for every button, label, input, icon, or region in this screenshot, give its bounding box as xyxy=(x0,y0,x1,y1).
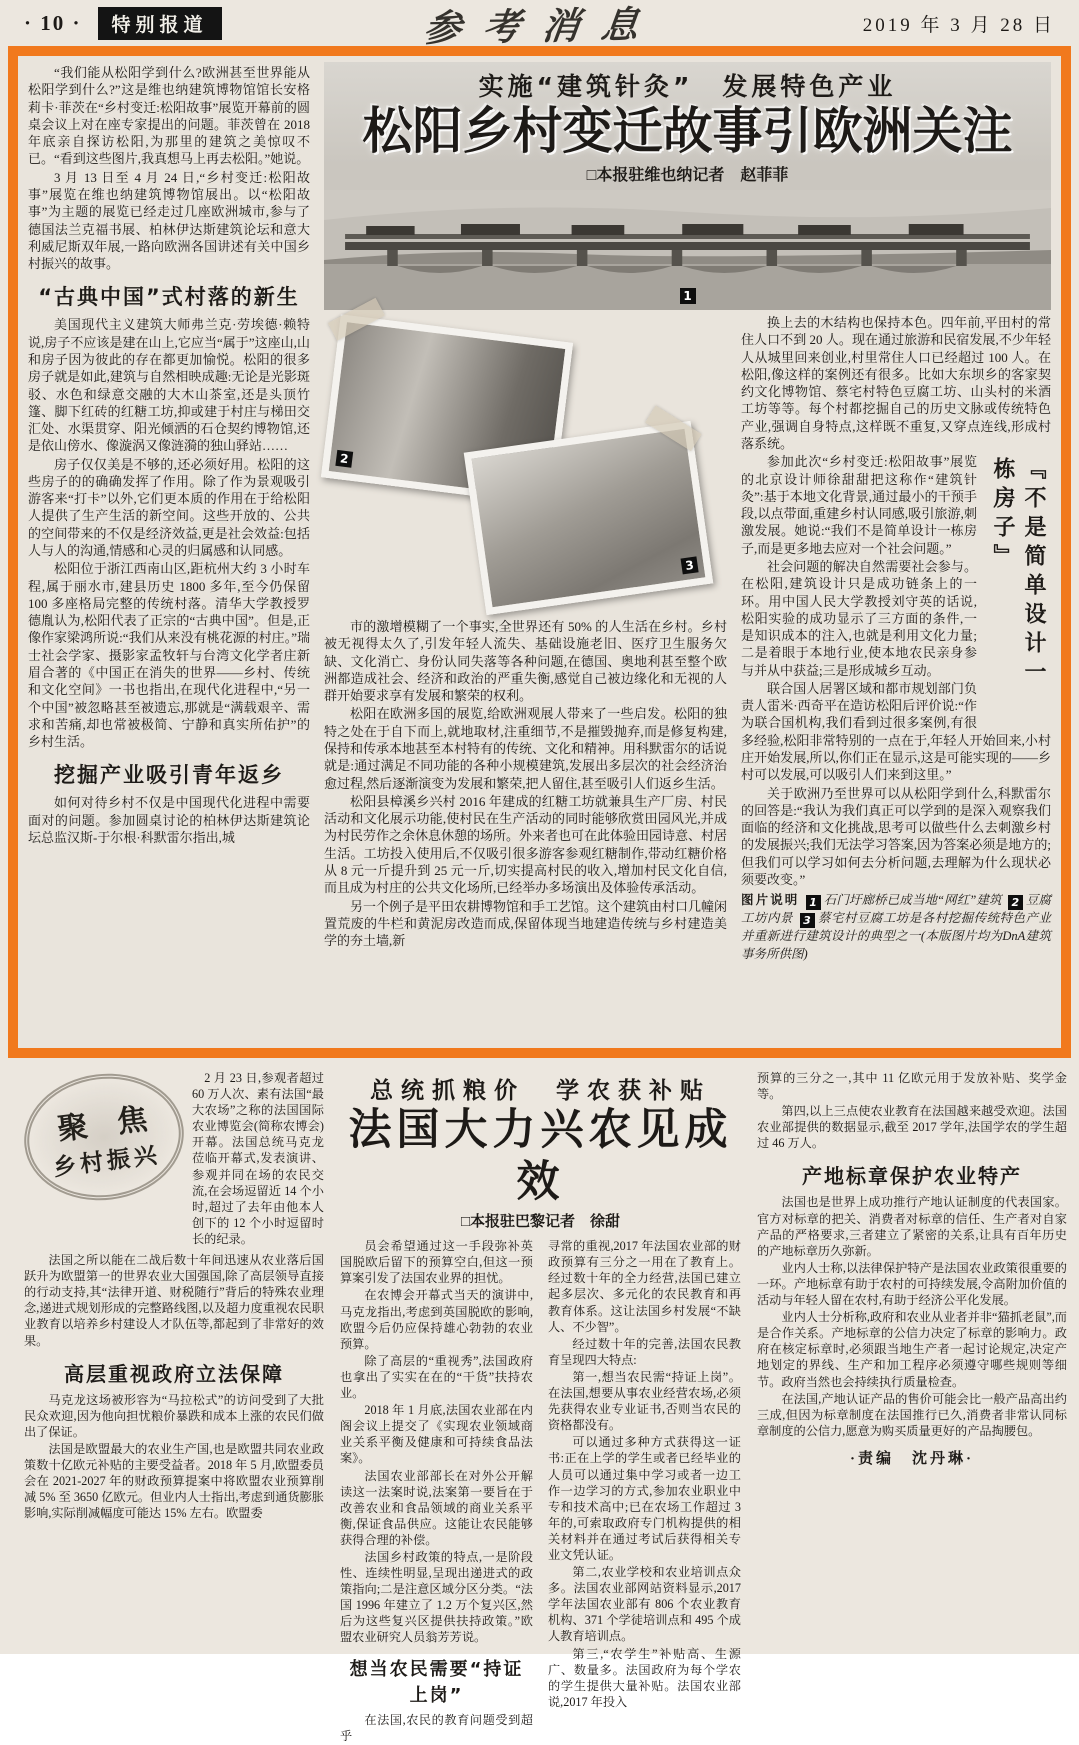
caption-badge-1: 1 xyxy=(806,895,821,910)
main-right-column xyxy=(741,310,1051,1042)
main-center-column xyxy=(324,310,727,1042)
photo-caption xyxy=(741,892,1051,963)
paragraph: 市的激增模糊了一个事实,全世界还有 50% 的人生活在乡村。乡村被无视得太久了,引发年轻人流失、基础设施老旧、医疗卫生服务欠缺、文化消亡、身份认同失落等各种问题,在德国、奥地利甚至整个欧洲都造成社会、经济和政治的严重失衡,感觉自己被边缘化和无视的人群开始要求享有发展和繁荣的权利。 xyxy=(324,619,727,704)
bottom-center-subcol-2 xyxy=(548,1238,741,1745)
paragraph: 法国是欧盟最大的农业生产国,也是欧盟共同农业政策数十亿欧元补贴的主要受益者。2018 年 5 月,欧盟委员会在 2021-2027 年的财政预算提案中将欧盟农业预算削减 5% 至 3650 亿欧元。但业内人士指出,考虑到通货膨胀影响,实际削减幅度可能达 15% 左右。欧盟委 xyxy=(24,1441,324,1521)
paragraph: 松阳位于浙江西南山区,距杭州大约 3 小时车程,属于丽水市,建县历史 1800 多年,至今仍保留 100 多座格局完整的传统村落。清华大学教授罗德胤认为,松阳代表了正宗的“古典中国”。但是,正像作家梁鸿所说:“我们从来没有桃花源的村庄。”瑞士社会学家、摄影家孟牧轩与台湾文化学者庄新眉合著的《中国正在消失的世界——乡村、传统和文化空间》一书也指出,在现代化进程中,“另一个中国”被忽略甚至被遗忘,那就是“满载艰辛、需求和苦痛,却也常被极简、宁静和真实所佑护”的乡村生活。 xyxy=(28,561,310,750)
pull-quote: 『不是简单设计一栋房子』 xyxy=(990,457,1046,690)
paragraph: 法国乡村政策的特点,一是阶段性、连续性明显,呈现出递进式的政策指向;二是注意区域分区分类。“法国 1996 年建立了 1.2 万个复兴区,然后为这些复兴区提供扶持政策。”欧盟农业研究人员翁芳芳说。 xyxy=(340,1549,533,1645)
editor-credit: ·责编 沈丹琳· xyxy=(849,1450,974,1467)
paragraph: 第一,想当农民需“持证上岗”。在法国,想要从事农业经营农场,必须先获得农业专业证书,否则当农民的资格都没有。 xyxy=(548,1369,741,1433)
paragraph: 3 月 13 日至 4 月 24 日,“乡村变迁:松阳故事”展览在维也纳建筑博物馆展出。以“松阳故事”为主题的展览已经走过几座欧洲城市,参与了德国法兰克福书展、柏林伊达斯建筑论坛和意大利威尼斯双年展,一路向欧洲各国讲述有关中国乡村振兴的故事。 xyxy=(28,169,310,272)
bottom-byline: □本报驻巴黎记者 徐甜 xyxy=(460,1214,621,1231)
paragraph: 2018 年 1 月底,法国农业部在内阁会议上提交了《实现农业领域商业关系平衡及健康和可持续食品法案》。 xyxy=(340,1403,533,1466)
subhead-certified-farmer: 想当农民需要“持证上岗” xyxy=(349,1658,524,1706)
bottom-headline: 法国大力兴农见成效 xyxy=(348,1107,733,1206)
subhead-classic-china: “古典中国”式村落的新生 xyxy=(38,285,300,310)
page-number: · 10 · xyxy=(24,10,82,35)
paragraph: 法国农业部部长在对外公开解读这一法案时说,法案第一要旨在于改善农业和食品领域的商业关系平衡,保证食品供应。这能让农民能够获得合理的补偿。 xyxy=(340,1468,533,1547)
paragraph: 房子仅仅美是不够的,还必须好用。松阳的这些房子的的确确发挥了作用。除了作为景观吸引游客来“打卡”以外,它们更本质的作用在于给松阳人提供了生产生活的新空间。这些开放的、公共的空间带来的不仅是经济效益,更是社会效益:包括人与人的沟通,情感和心灵的归属感和认同感。 xyxy=(28,456,310,559)
paragraph: 马克龙这场被形容为“马拉松式”的访问受到了大批民众欢迎,因为他向担忧粮价暴跌和成本上涨的农民们做出了保证。 xyxy=(24,1392,324,1439)
stamp-row xyxy=(24,1070,324,1248)
paragraph: 关于欧洲乃至世界可以从松阳学到什么,科默雷尔的回答是:“我认为我们真正可以学到的是深入观察我们面临的经济和文化挑战,思考可以做些什么去刺激乡村的发展振兴;我们无法学习答案,因为答案必须是地方的;但我们可以学习如何去分析问题,去理解为什么现状必须要改变。” xyxy=(741,785,1051,887)
publication-date: 2019 年 3 月 28 日 xyxy=(862,14,1055,36)
paragraph: 在法国,产地认证产品的售价可能会比一般产品高出约三成,但因为标章制度在法国推行已久,消费者非常认同标章制度的公信力,愿意为购买质量更好的产品掏腰包。 xyxy=(757,1391,1067,1438)
paragraph: 在农博会开幕式当天的演讲中,马克龙指出,考虑到英国脱欧的影响,欧盟今后仍应保持雄心勃勃的农业预算。 xyxy=(340,1288,533,1351)
caption-badge-2: 2 xyxy=(1008,895,1023,910)
bottom-kicker: 总统抓粮价 学农获补贴 xyxy=(370,1078,711,1104)
main-article-header xyxy=(324,62,1051,190)
bottom-center-subcol-1 xyxy=(340,1238,533,1745)
paragraph: 另一个例子是平田农耕博物馆和手工艺馆。这个建筑由村口几幢闲置荒废的牛栏和黄泥房改造而成,保留体现当地建造传统与乡村建造美学的夯土墙,新 xyxy=(324,898,728,949)
paragraph: 业内人士分析称,政府和农业从业者并非“猫抓老鼠”,而是合作关系。产地标章的公信力决定了标章的影响力。政府在核定标章时,必须跟当地生产者一起讨论规定,决定产地划定的界线、生产和加工程序必须遵守哪些规则等细节。政府当然也会持续执行质量检查。 xyxy=(757,1310,1067,1389)
rural-revitalization-stamp xyxy=(17,1065,191,1210)
photo-collage xyxy=(324,318,727,610)
paragraph: 预算的三分之一,其中 11 亿欧元用于发放补贴、奖学金等。 xyxy=(757,1071,1067,1102)
caption-text-3: 蔡宅村豆腐工坊是各村挖掘传统特色产业并重新进行建筑设计的典型之一(本版图片均为DnA建筑事务所供图) xyxy=(741,911,1051,961)
main-kicker: 实施“建筑针灸” 发展特色产业 xyxy=(478,72,897,101)
main-article-box xyxy=(8,46,1071,1058)
paragraph: 员会希望通过这一手段弥补英国脱欧后留下的预算空白,但这一预算案引发了法国农业界的担忧。 xyxy=(340,1239,533,1286)
bottom-center-column xyxy=(340,1070,741,1745)
tape-decoration xyxy=(645,406,701,452)
paragraph: 可以通过多种方式获得这一证书:正在上学的学生或者已经毕业的人员可以通过集中学习或者一边工作一边学习的方式,参加农业职业中专和技术高中;已在农场工作超过 3 年的,可索取政府专门机构提供的相关材料并在通过考试后获得相关专业文凭认证。 xyxy=(548,1435,741,1562)
main-byline: □本报驻维也纳记者 赵菲菲 xyxy=(586,167,789,184)
section-tag: 特别报道 xyxy=(98,7,222,40)
photo-badge-1: 1 xyxy=(680,288,696,304)
masthead-title: 参考消息 xyxy=(420,1,663,51)
paragraph: 除了高层的“重视秀”,法国政府也拿出了实实在在的“干货”扶持农业。 xyxy=(340,1353,533,1401)
subhead-origin-label: 产地标章保护农业特产 xyxy=(802,1164,1022,1189)
paragraph: 经过数十年的完善,法国农民教育呈现四大特点: xyxy=(548,1336,741,1367)
paragraph: 法国之所以能在二战后数十年间迅速从农业落后国跃升为欧盟第一的世界农业大国强国,除了高层领导直接的行动支持,其“法律开道、财税随行”背后的特殊农业理念,递进式规划形成的完整路线图,以及超力度重视农民职业教育以培养乡村建设人才队伍等,都起到了非常好的效果。 xyxy=(24,1253,324,1348)
photo-village-house xyxy=(464,421,714,615)
paragraph: 寻常的重视,2017 年法国农业部的财政预算有三分之一用在了教育上。经过数十年的全力经营,法国已建立起多层次、多元化的农民教育和再教育体系。这让法国乡村发展“不缺人、不少智”。 xyxy=(548,1239,741,1334)
photo-badge-2: 2 xyxy=(335,450,353,468)
paragraph: 松阳县樟溪乡兴村 2016 年建成的红糖工坊就兼具生产厂房、村民活动和文化展示功能,使村民在生产活动的同时能够欣赏田园风光,并成为村民劳作之余休息休憩的场所。外来者也可在此体验田园诗意、村居生活。工坊投入使用后,不仅吸引很多游客参观红糖制作,带动红糖价格从 8 元一斤提升到 25 元一斤,切实提高村民的收入,增加村民文化自信,而且成为村庄的公共文化场所,已经举办多场演出及体验传承活动。 xyxy=(324,793,728,896)
paragraph: 业内人士称,以法律保护特产是法国农业政策很重要的一环。产地标章有助于农村的可持续发展,令高附加价值的活动与年轻人留在农村,有助于经济公平化发展。 xyxy=(757,1260,1067,1308)
stamp-line-1: 聚焦 xyxy=(55,1097,179,1147)
bottom-section xyxy=(0,1058,1079,1743)
main-left-column xyxy=(28,62,310,1042)
main-headline: 松阳乡村变迁故事引欧洲关注 xyxy=(362,102,1013,160)
stamp-line-2: 乡村振兴 xyxy=(51,1141,163,1181)
paragraph: 第二,农业学校和农业培训点众多。法国农业部网站资料显示,2017 学年法国农业部有 806 个农业教育机构、371 个学徒培训点和 495 个成人教育培训点。 xyxy=(548,1565,741,1644)
caption-text-2: 豆腐工坊内景 xyxy=(741,893,1052,926)
subhead-industry-youth: 挖掘产业吸引青年返乡 xyxy=(54,763,284,788)
photo-bridge xyxy=(324,190,1051,310)
paragraph: 联合国人居署区域和都市规划部门负责人雷米·西奇平在造访松阳后评价说:“作为联合国机构,我们看到过很多案例,有很多经验,松阳非常特别的一点在于,年轻人开始回来,小村庄开始发展,所以,你们正在显示,这是可能实现的——乡村可以发展,可以吸引人们来到这里。” xyxy=(741,680,1051,783)
paragraph: 社会问题的解决自然需要社会参与。在松阳,建筑设计只是成功链条上的一环。用中国人民大学教授刘守英的话说,松阳实验的成功显示了三方面的条件,一是知识成本的注入,也就是利用文化力量;二是着眼于本地行业,使本地农民亲身参与并从中获益;三是形成城乡互动。 xyxy=(741,558,977,678)
paragraph: 第三,“农学生”补贴高、生源广、数量多。法国政府为每个学农的学生提供大量补贴。法国农业部说,2017 年投入 xyxy=(548,1646,741,1709)
paragraph: 在法国,农民的教育问题受到超乎 xyxy=(340,1712,533,1743)
bottom-right-column xyxy=(757,1070,1067,1745)
paragraph: “我们能从松阳学到什么?欧洲甚至世界能从松阳学到什么?”这是维也纳建筑博物馆馆长安格莉卡·菲茨在“乡村变迁:松阳故事”展览开幕前的圆桌会议上对在座专家提出的问题。菲茨曾在 2018 年底亲自探访松阳,为那里的建筑之美惊叹不已。“看到这些图片,我真想马上再去松阳。”她说。 xyxy=(28,65,310,167)
paragraph: 松阳在欧洲多国的展览,给欧洲观展人带来了一些启发。松阳的独特之处在于自下而上,就地取材,注重细节,不是摧毁抛弃,而是修复构建,保持和传承本地甚至本村特有的传统、文化和精神。用科默雷尔的话说就是:通过满足不同功能的各种小规模建筑,发展出多层次的社会经济治愈过程,然后逐渐演变为发展和繁荣,把人留住,甚至吸引人们返乡生活。 xyxy=(324,706,728,791)
paragraph: 第四,以上三点使农业教育在法国越来越受欢迎。法国农业部提供的数据显示,截至 2017 学年,法国学农的学生超过 46 万人。 xyxy=(757,1104,1067,1151)
paragraph: 法国也是世界上成功推行产地认证制度的代表国家。官方对标章的把关、消费者对标章的信任、生产者对自家产品的严格要求,三者建立了紧密的关系,让具有百年历史的产地标章历久弥新。 xyxy=(757,1195,1067,1258)
caption-label: 图片说明 xyxy=(741,893,800,908)
bottom-center-text xyxy=(340,1238,741,1745)
paragraph: 参加此次“乡村变迁:松阳故事”展览的北京设计师徐甜甜把这称作“建筑针灸”:基于本地文化背景,通过最小的干预手段,以点带面,重建乡村认同感,吸引旅游,刺激发展。她说:“我们不是简单设计一栋房子,而是更多地去应对一个社会问题。” xyxy=(741,454,977,556)
paragraph: 如何对待乡村不仅是中国现代化进程中需要面对的问题。参加圆桌讨论的柏林伊达斯建筑论坛总监汉斯-于尔根·科默雷尔指出,城 xyxy=(28,795,310,845)
caption-text-1: 石门圩廊桥已成当地“网红”建筑 xyxy=(823,893,1002,908)
caption-badge-3: 3 xyxy=(800,913,815,928)
paragraph: 2 月 23 日,参观者超过 60 万人次、素有法国“最大农场”之称的法国国际农业博览会(简称农博会)开幕。法国总统马克龙莅临开幕式,发表演讲、参观并同在场的农民交流,在会场逗留近 14 个小时,超过了去年由他本人创下的 12 个小时逗留时长的纪录。 xyxy=(192,1071,324,1246)
bottom-left-column xyxy=(24,1070,324,1745)
subhead-legislation: 高层重视政府立法保障 xyxy=(64,1361,284,1386)
paragraph: 换上去的木结构也保持本色。四年前,平田村的常住人口不到 20 人。现在通过旅游和民宿发展,不少年轻人从城里回来创业,村里常住人口已经超过 100 人。在松阳,像这样的案例还有很多。比如大东坝乡的客家契约文化博物馆、蔡宅村特色豆腐工坊、山头村的米酒工坊等等。每个村都挖掘自己的历史文脉或传统特色产业,强调自身特点,这样既不重复,又穿点连线,形成村落系统。 xyxy=(741,315,1051,451)
paragraph: 美国现代主义建筑大师弗兰克·劳埃德·赖特说,房子不应该是建在山上,它应当“属于”这座山,山和房子因为彼此的存在都更加愉悦。松阳的很多房子就是如此,建筑与自然相映成趣:无论是光影斑驳、水色和绿意交融的大木山茶室,还是头顶竹篷、脚下红砖的红糖工坊,抑或建于村庄与梯田交汇处、水渠贯穿、阳光倾洒的石仓契约博物馆,还是依山傍水、像漩涡又像涟漪的独山驿站…… xyxy=(28,317,310,454)
page-header xyxy=(0,0,1079,51)
photo-badge-3: 3 xyxy=(681,556,699,574)
